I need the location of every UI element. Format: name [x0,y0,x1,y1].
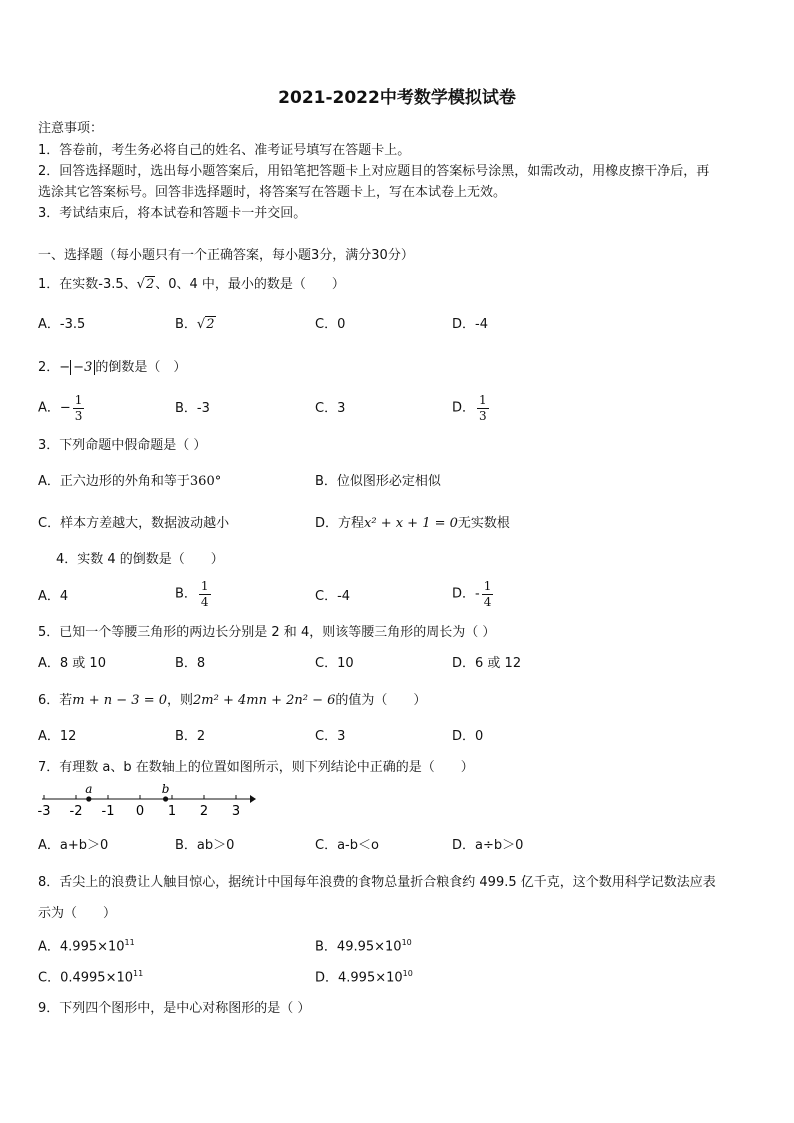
q4-option-b [175,580,213,608]
question-9: 9．下列四个图形中，是中心对称图形的是（ ） [38,1001,311,1016]
q6-stem-mid: ，则 [167,693,194,708]
number-line-point-a [86,796,91,801]
q5-option-a: A．8 或 10 [38,656,106,671]
q1-option-b-label: B． [175,317,197,332]
fraction-denominator: 3 [74,408,83,423]
fraction-numerator: 1 [74,393,83,407]
question-6 [38,694,426,707]
q2-stem-pre: 2．− [38,360,71,375]
q4-option-a: A．4 [38,589,69,604]
q8-option-d-exponent: 10 [402,969,413,978]
page-title: 2021-2022中考数学模拟试卷 [278,88,516,108]
q5-option-b: B．8 [175,656,206,671]
q2-option-d-fraction [477,394,489,422]
notice-item-1: 1．答卷前，考生务必将自己的姓名、准考证号填写在答题卡上。 [38,143,411,158]
q6-option-d: D．0 [452,729,484,744]
number-line-tick-label: -3 [38,804,51,819]
notice-item-3: 3．考试结束后，将本试卷和答题卡一并交回。 [38,206,307,221]
number-line-tick-label: -2 [69,804,83,819]
q8-option-d-label: D．4.995×10 [315,970,403,986]
question-5: 5．已知一个等腰三角形的两边长分别是 2 和 4，则该等腰三角形的周长为（ ） [38,625,496,640]
q2-option-d [452,394,491,422]
sqrt-symbol: √2 [136,277,155,292]
number-line-tick-label: 2 [199,804,209,819]
q1-option-a: A．-3.5 [38,317,86,332]
q1-stem-post: 、0、4 中，最小的数是（ ） [155,277,345,292]
q2-option-a [38,394,86,422]
q2-option-b: B．-3 [175,401,210,416]
q6-option-b: B．2 [175,729,206,744]
number-line-point-label-a: a [85,782,93,796]
q1-option-b [175,318,216,331]
q1-option-d: D．-4 [452,317,488,332]
number-line-tick-label: -1 [101,804,115,819]
number-line-tick-label: 0 [135,804,145,819]
notice-item-2: 2．回答选择题时，选出每小题答案后，用铅笔把答题卡上对应题目的答案标号涂黑，如需改动，用橡皮擦干净后，再 [38,164,710,179]
q5-option-c: C．10 [315,656,354,671]
q8-option-a-label: A．4.995×10 [38,939,125,955]
fraction-numerator: 1 [200,579,209,593]
q8-option-c-label: C．0.4995×10 [38,970,133,986]
q3-option-d-math: x² + x + 1 = 0 [364,516,458,531]
number-line-point-b [163,796,168,801]
notice-item-2-cont: 选涂其它答案标号。回答非选择题时，将答案写在答题卡上，写在本试卷上无效。 [38,185,507,200]
q8-option-b-exponent: 10 [401,938,412,947]
q7-option-b: B．ab＞0 [175,838,235,853]
fraction-numerator: 1 [479,393,487,407]
q4-option-d [452,580,495,608]
question-8-line-1: 8．舌尖上的浪费让人触目惊心，据统计中国每年浪费的食物总量折合粮食约 499.5 亿千克，这个数用科学记数法应表 [38,875,716,890]
q4-option-b-fraction [199,580,211,608]
number-line-tick-label: 3 [231,804,241,819]
arrow-right-icon [250,795,256,803]
q6-expression: 2m² + 4mn + 2n² − 6 [193,693,336,708]
q8-option-b-label: B．49.95×10 [315,939,402,955]
q2-option-d-label: D． [452,400,476,416]
question-4: 4．实数 4 的倒数是（ ） [56,552,224,567]
fraction-denominator: 4 [483,594,492,609]
q8-option-a [38,939,135,953]
number-line-point-label-b: b [161,782,170,796]
q8-option-c [38,970,143,984]
q4-option-b-label: B． [175,586,197,602]
q3-option-a [38,475,221,488]
q6-stem-pre: 6．若 [38,693,73,708]
notice-heading: 注意事项： [38,121,104,136]
q2-stem-post: 的倒数是（ ） [95,360,187,375]
q6-stem-post: 的值为（ ） [335,693,427,708]
q3-option-b: B．位似图形必定相似 [315,474,441,489]
q1-option-b-radicand: 2 [206,317,215,332]
q8-option-c-exponent: 11 [133,969,144,978]
q1-stem-pre: 1．在实数-3.5、 [38,277,137,292]
number-line [38,780,258,822]
q8-option-a-exponent: 11 [124,938,135,947]
q6-condition: m + n − 3 = 0 [72,693,167,708]
fraction-numerator: 1 [483,579,492,593]
q3-option-c: C．样本方差越大，数据波动越小 [38,516,230,531]
question-8-line-2: 示为（ ） [38,906,117,921]
q7-option-c: C．a-b＜o [315,838,379,853]
q4-option-c: C．-4 [315,589,351,604]
q8-option-b [315,939,412,953]
question-2 [38,361,186,374]
q7-option-a: A．a+b＞0 [38,838,109,853]
q1-option-c: C．0 [315,317,346,332]
q7-option-d: D．a÷b＞0 [452,838,524,853]
q2-option-a-fraction [73,394,85,422]
q2-option-c: C．3 [315,401,346,416]
fraction-denominator: 3 [479,408,487,423]
section-heading: 一、选择题（每小题只有一个正确答案，每小题3分，满分30分） [38,248,414,263]
q5-option-d: D．6 或 12 [452,656,522,671]
question-7: 7．有理数 a、b 在数轴上的位置如图所示，则下列结论中正确的是（ ） [38,760,474,775]
question-1 [38,278,345,291]
q3-option-d-post: 无实数根 [457,516,510,531]
fraction-denominator: 4 [200,594,209,609]
sqrt-symbol: √2 [196,317,215,332]
q4-option-d-fraction [482,580,494,608]
q8-option-d [315,970,413,984]
q2-absolute-value: −3 [70,360,95,375]
q3-option-a-math: 360° [189,474,222,489]
q6-option-c: C．3 [315,729,346,744]
q3-option-d [315,517,510,530]
q2-option-a-label: A．− [38,400,71,416]
q1-radicand: 2 [145,277,155,292]
number-line-tick-label: 1 [167,804,177,819]
q3-option-d-label: D．方程 [315,516,365,531]
q6-option-a: A．12 [38,729,77,744]
question-3: 3．下列命题中假命题是（ ） [38,438,207,453]
q3-option-a-label: A．正六边形的外角和等于 [38,474,190,489]
q4-option-d-label: D．- [452,586,480,602]
